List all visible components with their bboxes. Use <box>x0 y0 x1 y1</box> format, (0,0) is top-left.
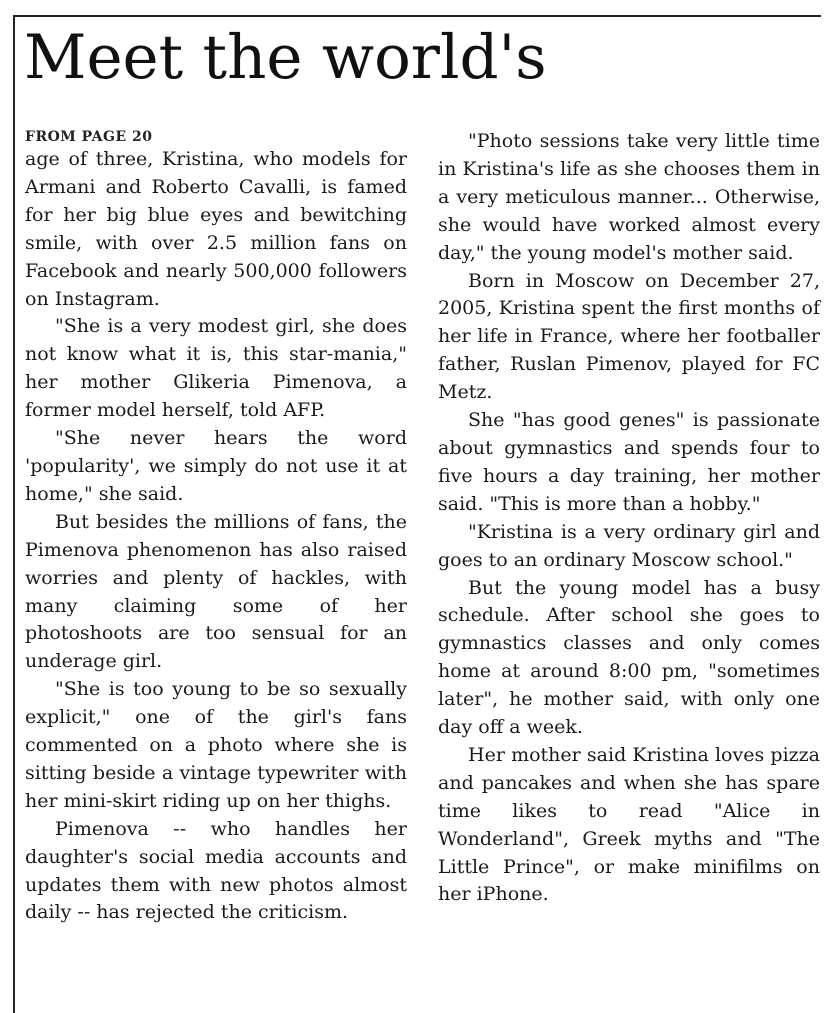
paragraph: But the young model has a busy schedule. After school she goes to gymnastics classes and only comes home at around 8:00 pm, "sometimes later", he mother said, with only one day off a week. <box>438 576 820 739</box>
paragraph: "Photo sessions take very little time in Kristina's life as she chooses them in a very meticulous manner... Otherwise, she would have worked almost every day," the young model's mother said. <box>438 130 820 264</box>
paragraph: "She never hears the word 'popularity', we simply do not use it at home," she said. <box>25 427 407 505</box>
paragraph: Her mother said Kristina loves pizza and pancakes and when she has spare time likes to read "Alice in Wonderland", Greek myths and "The Little Prince", or make minifilms on her iPhone. <box>438 743 820 906</box>
paragraph: "She is too young to be so sexually explicit," one of the girl's fans commented on a photo where she is sitting beside a vintage typewriter with her mini-skirt riding up on her thighs. <box>25 678 407 812</box>
jump-line: FROM PAGE 20 <box>25 129 153 145</box>
paragraph: Pimenova -- who handles her daughter's social media accounts and updates them with new photos almost daily -- has rejected the criticism. <box>25 817 407 924</box>
article-column-right <box>438 128 820 909</box>
top-rule <box>13 15 821 17</box>
paragraph: She "has good genes" is passionate about gymnastics and spends four to five hours a day training, her mother said. "This is more than a hobby." <box>438 409 820 515</box>
paragraph: Born in Moscow on December 27, 2005, Kristina spent the first months of her life in France, where her footballer father, Ruslan Pimenov, played for FC Metz. <box>438 269 820 404</box>
article-column-left <box>25 128 407 927</box>
paragraph: "She is a very modest girl, she does not know what it is, this star-mania," her mother Glikeria Pimenova, a former model herself, told AFP. <box>25 315 407 422</box>
headline: Meet the world's <box>24 22 547 93</box>
paragraph: "Kristina is a very ordinary girl and goes to an ordinary Moscow school." <box>438 520 820 571</box>
left-column-rule <box>13 15 15 1013</box>
paragraph: age of three, Kristina, who models for Armani and Roberto Cavalli, is famed for her big blue eyes and bewitching smile, with over 2.5 million fans on Facebook and nearly 500,000 followers on Instagram. <box>25 148 407 310</box>
paragraph: But besides the millions of fans, the Pimenova phenomenon has also raised worries and plenty of hackles, with many claiming some of her photoshoots are too sensual for an underage girl. <box>25 510 407 673</box>
